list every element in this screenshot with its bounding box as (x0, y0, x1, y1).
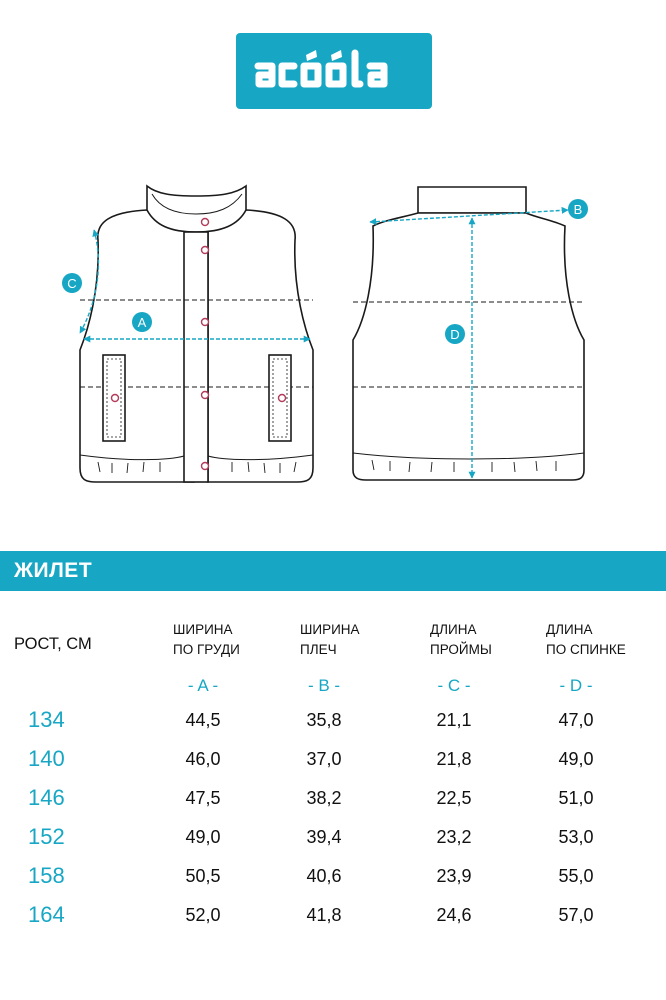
value-cell: 35,8 (306, 710, 342, 730)
value-cell: 49,0 (558, 749, 594, 769)
column-header-line2: ПРОЙМЫ (430, 642, 492, 657)
value-cell: 46,0 (185, 749, 221, 769)
column-header-line1: ДЛИНА (430, 622, 477, 637)
value-cell: 44,5 (185, 710, 221, 730)
value-cell: 23,2 (436, 827, 472, 847)
column-header-line2: ПО ГРУДИ (173, 642, 240, 657)
value-cell: 51,0 (558, 788, 594, 808)
column-header-line1: ШИРИНА (173, 622, 233, 637)
height-cell: 134 (28, 707, 65, 732)
value-cell: 53,0 (558, 827, 594, 847)
value-cell: 49,0 (185, 827, 221, 847)
table-row (0, 785, 666, 819)
badge-c-label: C (67, 276, 77, 291)
table-row (0, 707, 666, 741)
column-header-a (173, 620, 240, 660)
height-cell: 146 (28, 785, 65, 810)
badge-b-label: B (573, 202, 583, 217)
value-cell: 39,4 (306, 827, 342, 847)
vest-front-view (80, 186, 313, 482)
value-cell: 52,0 (185, 905, 221, 925)
badge-d-label: D (450, 327, 460, 342)
badge-d (445, 324, 465, 344)
value-cell: 50,5 (185, 866, 221, 886)
value-cell: 40,6 (306, 866, 342, 886)
value-cell: 23,9 (436, 866, 472, 886)
value-cell: 57,0 (558, 905, 594, 925)
value-cell: 24,6 (436, 905, 472, 925)
product-title: ЖИЛЕТ (14, 559, 93, 582)
value-cell: 55,0 (558, 866, 594, 886)
table-row (0, 824, 666, 858)
height-cell: 158 (28, 863, 65, 888)
value-cell: 41,8 (306, 905, 342, 925)
column-code-a: - A - (187, 676, 219, 695)
table-row (0, 863, 666, 897)
value-cell: 37,0 (306, 749, 342, 769)
column-header-c (430, 620, 492, 660)
value-cell: 22,5 (436, 788, 472, 808)
value-cell: 47,5 (185, 788, 221, 808)
height-cell: 152 (28, 824, 65, 849)
height-cell: 140 (28, 746, 65, 771)
column-code-d: - D - (559, 676, 593, 695)
value-cell: 47,0 (558, 710, 594, 730)
table-row (0, 902, 666, 936)
column-header-line2: ПО СПИНКЕ (546, 642, 626, 657)
value-cell: 21,8 (436, 749, 472, 769)
column-header-line1: ШИРИНА (300, 622, 360, 637)
height-cell: 164 (28, 902, 65, 927)
column-header-d (546, 620, 626, 660)
column-header-b (300, 620, 360, 660)
badge-c (62, 273, 82, 293)
vest-back-view (353, 187, 584, 480)
row-header: РОСТ, СМ (14, 635, 92, 653)
column-header-line2: ПЛЕЧ (300, 642, 337, 657)
column-code-b: - B - (307, 676, 341, 695)
badge-a (132, 312, 152, 332)
badge-b (568, 199, 588, 219)
value-cell: 38,2 (306, 788, 342, 808)
column-header-line1: ДЛИНА (546, 622, 593, 637)
table-row (0, 746, 666, 780)
badge-a-label: A (137, 315, 147, 330)
product-title-banner (0, 551, 666, 591)
value-cell: 21,1 (436, 710, 472, 730)
column-code-c: - C - (437, 676, 471, 695)
